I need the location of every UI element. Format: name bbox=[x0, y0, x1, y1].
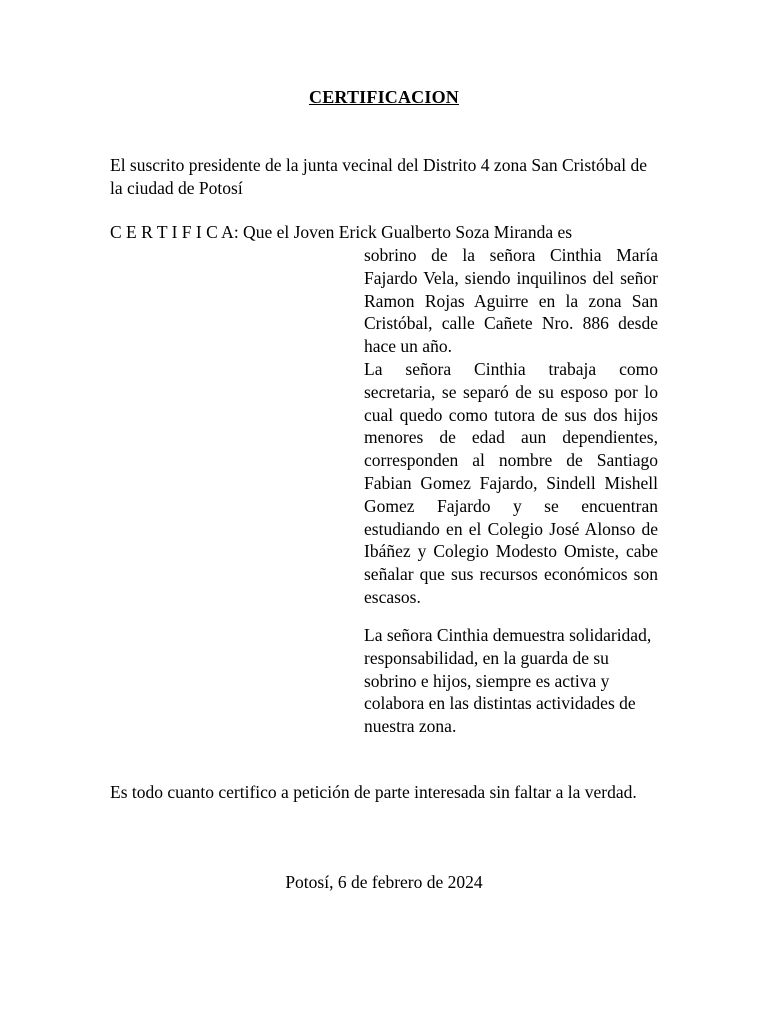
document-title: CERTIFICACION bbox=[309, 87, 459, 107]
closing-paragraph: Es todo cuanto certifico a petición de parte interesada sin faltar a la verdad. bbox=[110, 782, 637, 802]
certifica-body bbox=[364, 244, 658, 609]
certifica-paragraph-2: La señora Cinthia trabaja como secretaria, se separó de su esposo por lo cual quedo como tutora de sus dos hijos menores de edad aun dependientes, corresponden al nombre de Santiago Fabian Gomez Fajardo, Sindell Mishell Gomez Fajardo y se encuentran estudiando en el Colegio José Alonso de Ibáñez y Colegio Modesto Omiste, cabe señalar que sus recursos económicos son escasos. bbox=[364, 358, 658, 607]
certifica-first-line: C E R T I F I C A: Que el Joven Erick Gualberto Soza Miranda es bbox=[110, 222, 573, 242]
certifica-paragraph-1: sobrino de la señora Cinthia María Fajardo Vela, siendo inquilinos del señor Ramon Rojas Aguirre en la zona San Cristóbal, calle Cañete Nro. 886 desde hace un año. bbox=[364, 245, 658, 357]
intro-paragraph: El suscrito presidente de la junta vecinal del Distrito 4 zona San Cristóbal de la ciudad de Potosí bbox=[110, 155, 648, 198]
certifica-paragraph-3: La señora Cinthia demuestra solidaridad, responsabilidad, en la guarda de su sobrino e hijos, siempre es activa y colabora en las distintas actividades de nuestra zona. bbox=[364, 625, 652, 737]
dateline: Potosí, 6 de febrero de 2024 bbox=[285, 872, 483, 892]
